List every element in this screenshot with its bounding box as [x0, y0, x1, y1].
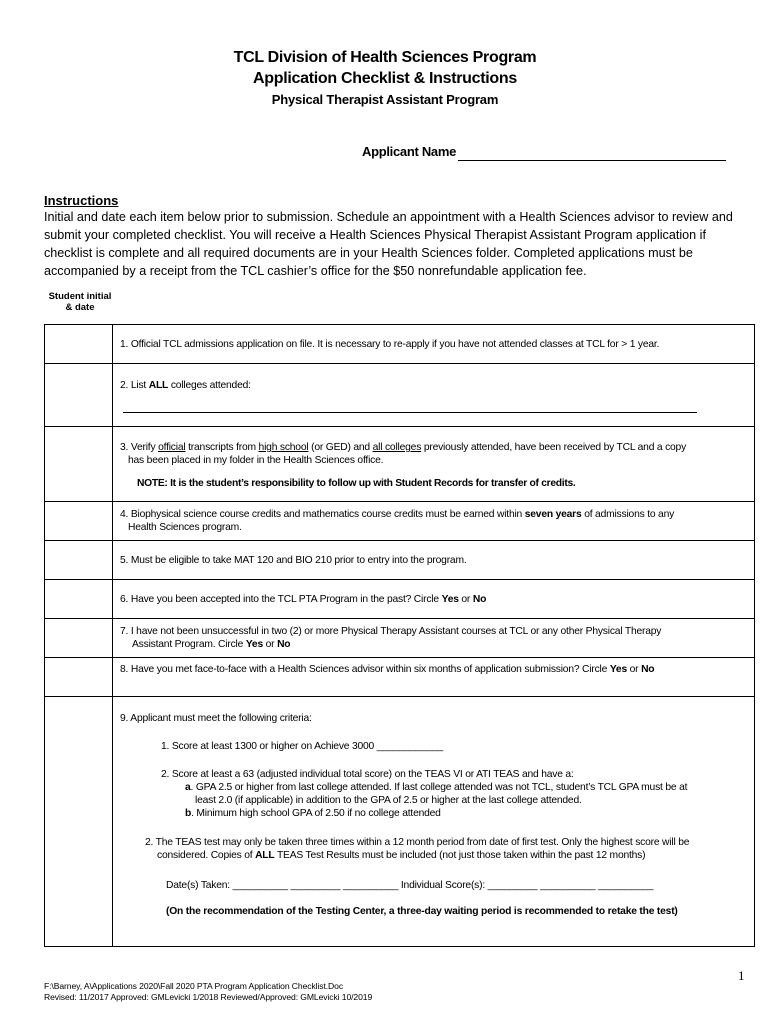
no-option[interactable]: No: [472, 593, 487, 605]
document-title-line2: Application Checklist & Instructions: [253, 70, 517, 87]
checklist-row-6: [45, 580, 755, 619]
initial-box-1[interactable]: [45, 325, 113, 364]
item-5-text: 5. Must be eligible to take MAT 120 and BIO 210 prior to entry into the program.: [113, 541, 755, 580]
teas-criterion: 2. Score at least a 63 (adjusted individual total score) on the TEAS VI or ATI TEAS and have a:: [161, 769, 574, 780]
checklist-row-8: [45, 658, 755, 697]
item-8-text: 8. Have you met face-to-face with a Health Sciences advisor within six months of application submission? Circle Yes or No: [113, 658, 755, 697]
checklist-row-4: [45, 502, 755, 541]
item-9-text: 9. Applicant must meet the following criteria: 1. Score at least 1300 or higher on Achieve 3000 ____________ 2. Score at least a 63 (adjusted individual total score) on the TEAS VI or ATI TEAS and have a: a. GPA 2.5 or higher from last college attended. If last college attended was not TCL, student’s TCL GPA must be at least 2.0 (if applicable) in addition to the GPA of 2.5 or higher at the last college attended. b. Minimum high school GPA of 2.50 if no college attended 2. The TEAS test may only be taken three times within a 12 month period from date of first test. Only the highest score will be considered. Copies of ALL TEAS Test Results must be included (not just those taken within the past 12 months) Date(s) Taken: __________ _________ __________ Individual Score(s): _________ __________ __________ (On the recommendation of the Testing Center, a three-day waiting period is recommended to retake the test): [113, 697, 755, 947]
applicant-name-field[interactable]: [458, 160, 726, 161]
initial-box-9[interactable]: [45, 697, 113, 947]
checklist-row-3: [45, 427, 755, 502]
applicant-name-label: Applicant Name: [362, 144, 457, 159]
initial-box-4[interactable]: [45, 502, 113, 541]
colleges-blank-line[interactable]: [123, 411, 697, 413]
item-1-text: 1. Official TCL admissions application on file. It is necessary to re-apply if you have not attended classes at TCL for > 1 year.: [113, 325, 755, 364]
program-subtitle: Physical Therapist Assistant Program: [271, 92, 499, 107]
page-number: 1: [738, 968, 745, 983]
student-initial-label: Student initial: [48, 291, 112, 302]
initial-box-7[interactable]: [45, 619, 113, 658]
transcript-note: NOTE: It is the student’s responsibility to follow up with Student Records for transfer of credits.: [137, 478, 576, 489]
yes-option[interactable]: Yes: [441, 593, 459, 605]
initial-box-2[interactable]: [45, 364, 113, 427]
checklist-row-5: [45, 541, 755, 580]
checklist-row-7: [45, 619, 755, 658]
item-2-text: 2. List ALL colleges attended:: [113, 364, 755, 427]
item-6-text: 6. Have you been accepted into the TCL PTA Program in the past? Circle Yes or No: [113, 580, 755, 619]
initial-box-5[interactable]: [45, 541, 113, 580]
initial-box-6[interactable]: [45, 580, 113, 619]
no-option[interactable]: No: [277, 639, 291, 650]
document-title: TCL Division of Health Sciences Program: [233, 49, 537, 66]
instructions-text: Initial and date each item below prior to submission. Schedule an appointment with a Health Sciences advisor to review and submit your completed checklist. You will receive a Health Sciences Physical Therapist Assistant Program application if checklist is complete and all required documents are in your Health Sciences folder. Completed applications must be accompanied by a receipt from the TCL cashier’s office for the $50 nonrefundable application fee.: [44, 210, 733, 278]
student-date-label: & date: [65, 302, 95, 313]
retake-recommendation: (On the recommendation of the Testing Center, a three-day waiting period is recommended to retake the test): [166, 906, 678, 917]
checklist-row-2: [45, 364, 755, 427]
checklist-row-1: [45, 325, 755, 364]
initial-box-3[interactable]: [45, 427, 113, 502]
file-path: F:\Barney, A\Applications 2020\Fall 2020 PTA Program Application Checklist.Doc: [44, 981, 344, 991]
no-option[interactable]: No: [641, 664, 655, 675]
initial-box-8[interactable]: [45, 658, 113, 697]
achieve-criterion: 1. Score at least 1300 or higher on Achieve 3000 ____________: [161, 741, 444, 752]
footer: [44, 981, 372, 1003]
item-4-text: 4. Biophysical science course credits and mathematics course credits must be earned within seven years of admissions to any Health Sciences program.: [113, 502, 755, 541]
item-3-text: 3. Verify official transcripts from high school (or GED) and all colleges previously attended, have been received by TCL and a copy has been placed in my folder in the Health Sciences office. NOTE: It is the student’s responsibility to follow up with Student Records for transfer of credits.: [113, 427, 755, 502]
item-7-text: 7. I have not been unsuccessful in two (2) or more Physical Therapy Assistant courses at TCL or any other Physical Therapy Assistant Program. Circle Yes or No: [113, 619, 755, 658]
revision-info: Revised: 11/2017 Approved: GMLevicki 1/2018 Reviewed/Approved: GMLevicki 10/2019: [44, 992, 373, 1002]
checklist-row-9: [45, 697, 755, 947]
checklist-table: [44, 324, 755, 947]
yes-option[interactable]: Yes: [609, 664, 627, 675]
instructions-heading: Instructions: [44, 193, 119, 208]
yes-option[interactable]: Yes: [245, 639, 263, 650]
student-initial-header: [44, 291, 116, 313]
test-dates-line[interactable]: Date(s) Taken: __________ _________ __________ Individual Score(s): _________ __________ __________: [166, 880, 654, 891]
